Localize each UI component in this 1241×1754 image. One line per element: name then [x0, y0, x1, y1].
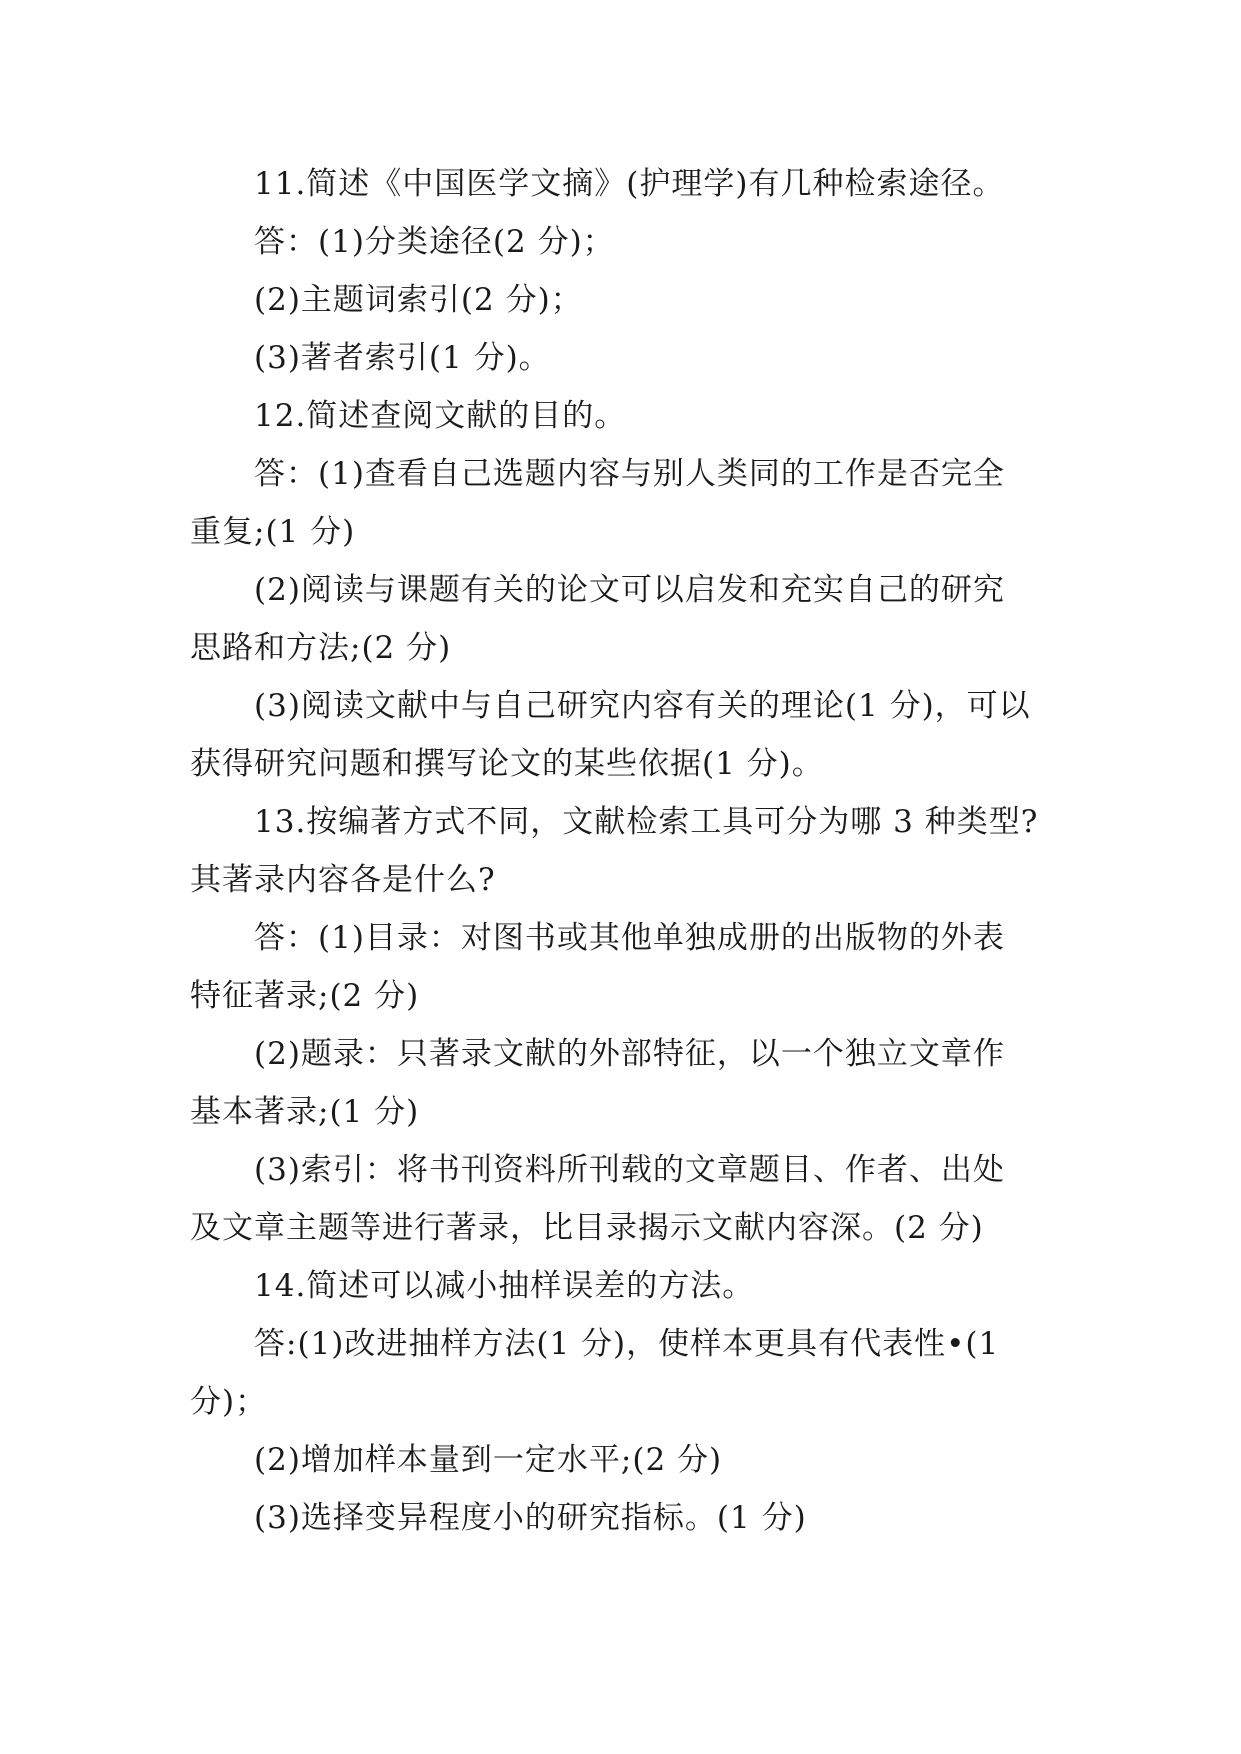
answer-12-line-3: (2)阅读与课题有关的论文可以启发和充实自己的研究 [254, 572, 1005, 608]
answer-13-line-6: 及文章主题等进行著录，比目录揭示文献内容深。(2 分) [190, 1210, 984, 1246]
answer-13-line-3: (2)题录：只著录文献的外部特征，以一个独立文章作 [254, 1036, 1005, 1072]
question-13-line-2: 其著录内容各是什么? [190, 862, 496, 898]
question-13-line-1: 13.按编著方式不同，文献检索工具可分为哪 3 种类型? [254, 804, 1039, 840]
answer-14-line-1: 答:(1)改进抽样方法(1 分)，使样本更具有代表性•(1 [254, 1326, 1000, 1362]
question-11: 11.简述《中国医学文摘》(护理学)有几种检索途径。 [254, 166, 1005, 202]
answer-14-line-3: (2)增加样本量到一定水平;(2 分) [254, 1442, 723, 1478]
answer-13-line-5: (3)索引：将书刊资料所刊载的文章题目、作者、出处 [254, 1152, 1005, 1188]
answer-13-line-2: 特征著录;(2 分) [190, 978, 420, 1014]
answer-14-line-2: 分)； [190, 1384, 268, 1420]
answer-12-line-6: 获得研究问题和撰写论文的某些依据(1 分)。 [190, 746, 824, 782]
answer-12-line-1: 答：(1)查看自己选题内容与别人类同的工作是否完全 [254, 456, 1005, 492]
answer-11-line-1: 答：(1)分类途径(2 分)； [254, 224, 615, 260]
answer-12-line-5: (3)阅读文献中与自己研究内容有关的理论(1 分)，可以 [254, 688, 1031, 724]
answer-12-line-2: 重复;(1 分) [190, 514, 356, 550]
answer-12-line-4: 思路和方法;(2 分) [190, 630, 452, 666]
question-12: 12.简述查阅文献的目的。 [254, 398, 627, 434]
answer-13-line-4: 基本著录;(1 分) [190, 1094, 420, 1130]
answer-11-line-2: (2)主题词索引(2 分)； [254, 282, 583, 318]
question-14: 14.简述可以减小抽样误差的方法。 [254, 1268, 755, 1304]
answer-11-line-3: (3)著者索引(1 分)。 [254, 340, 551, 376]
answer-14-line-4: (3)选择变异程度小的研究指标。(1 分) [254, 1500, 807, 1536]
answer-13-line-1: 答：(1)目录：对图书或其他单独成册的出版物的外表 [254, 920, 1005, 956]
